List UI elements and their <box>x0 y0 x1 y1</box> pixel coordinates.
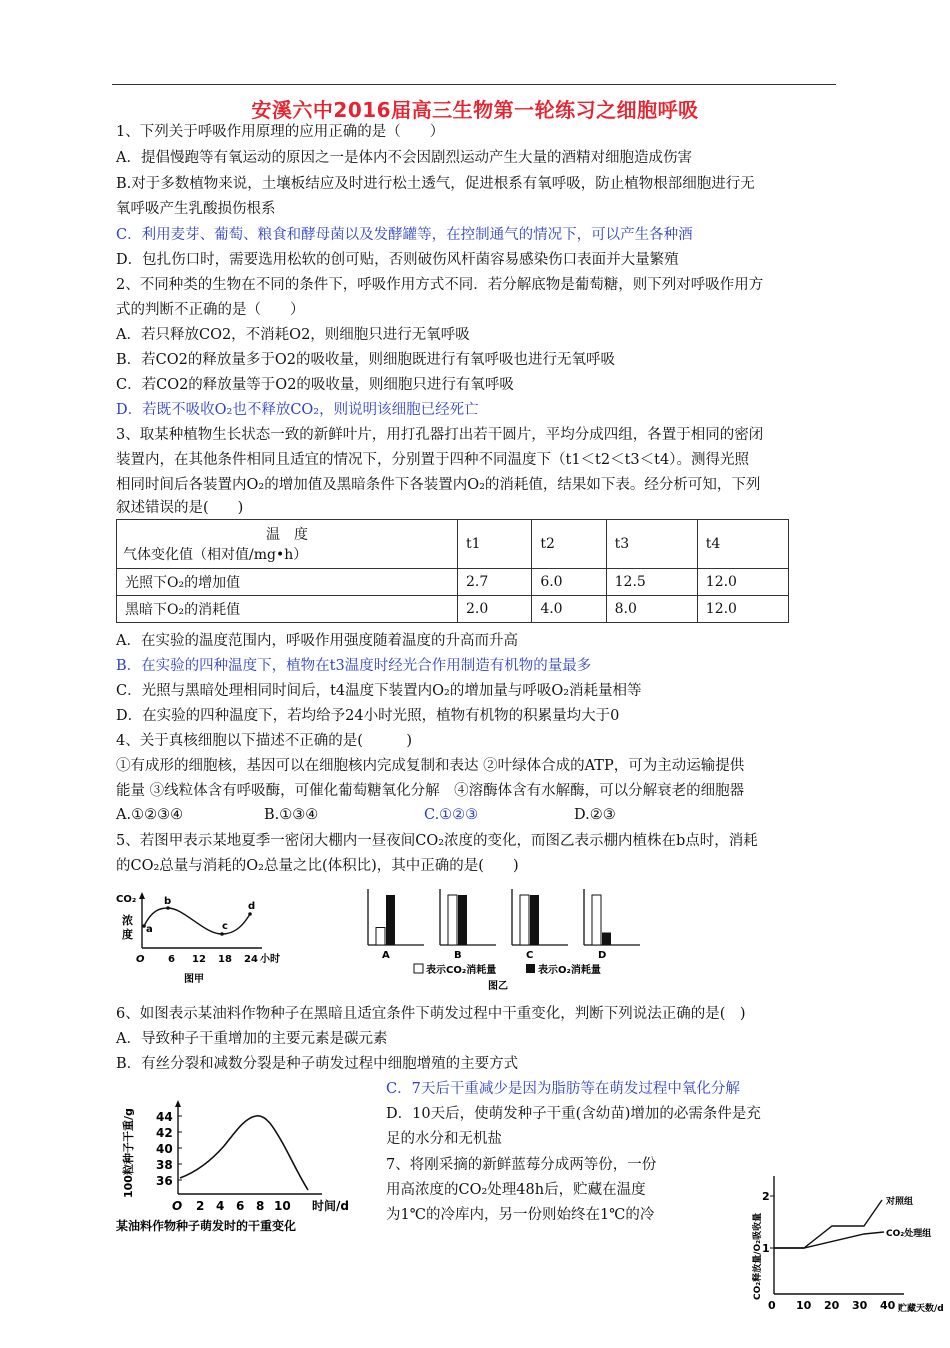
fig-yi-panel-label: B <box>454 950 462 961</box>
q4-option-b: B.①③④ <box>264 807 319 823</box>
fig-jia-label-a: a <box>146 924 153 935</box>
header-rule <box>112 84 836 85</box>
q6-chart-ylabel: 100粒种子干重/g <box>122 1108 135 1198</box>
table-col-header: t2 <box>532 520 606 569</box>
q3-stem-line3: 相同时间后各装置内O₂的增加值及黑暗条件下各装置内O₂的消耗值，结果如下表。经分析可知，下列 <box>116 477 761 493</box>
fig-yi-bar-o2 <box>386 895 395 945</box>
q4-option-c: C.①②③ <box>424 807 479 823</box>
table-corner-header <box>117 520 458 569</box>
table-row-label: 黑暗下O₂的消耗值 <box>117 596 458 623</box>
q3-option-a: A．在实验的温度范围内，呼吸作用强度随着温度的升高而升高 <box>116 633 518 649</box>
page-title: 安溪六中2016届高三生物第一轮练习之细胞呼吸 <box>251 98 699 122</box>
q7-chart-xtick: 10 <box>796 1299 812 1312</box>
table-cell: 8.0 <box>606 596 697 623</box>
fig-jia-point-d <box>248 912 252 916</box>
q3-option-d: D．在实验的四种温度下，若均给予24小时光照，植物有机物的积累量均大于0 <box>116 708 620 724</box>
q3-stem-line1: 3、取某种植物生长状态一致的新鲜叶片，用打孔器打出若干圆片，平均分成四组，各置于相同的密闭 <box>116 427 764 443</box>
fig-jia-y-arrow <box>139 892 145 899</box>
q7-chart-xtick: 40 <box>880 1299 896 1312</box>
q6-chart-xtick: 10 <box>274 1199 291 1213</box>
q1-option-b-line1: B.对于多数植物来说，土壤板结应及时进行松土透气，促进根系有氧呼吸，防止植物根部细胞进行无 <box>116 176 755 192</box>
table-header-gas-change: 气体变化值（相对值/mg•h） <box>123 547 308 563</box>
fig-jia-tick: 24 <box>244 954 258 965</box>
table-cell: 12.0 <box>697 569 788 596</box>
q2-option-b: B．若CO2的释放量多于O2的吸收量，则细胞既进行有氧呼吸也进行无氧呼吸 <box>116 352 615 368</box>
fig-yi-bar-co2 <box>376 928 385 946</box>
q3-option-c: C．光照与黑暗处理相同时间后，t4温度下装置内O₂的增加量与呼吸O₂消耗量相等 <box>116 683 642 699</box>
q5-stem-line1: 5、若图甲表示某地夏季一密闭大棚内一昼夜间CO₂浓度的变化，而图乙表示棚内植株在b点时，消耗 <box>116 833 758 849</box>
q3-stem-line4: 叙述错误的是( ) <box>116 500 244 516</box>
fig-jia-tick: 6 <box>168 954 175 965</box>
table-cell: 12.5 <box>606 569 697 596</box>
q1-option-d: D．包扎伤口时，需要选用松软的创可贴，否则破伤风杆菌容易感染伤口表面并大量繁殖 <box>116 252 679 268</box>
table-header-row <box>117 520 789 569</box>
table-row <box>117 569 789 596</box>
q2-stem-line1: 2、不同种类的生物在不同的条件下，呼吸作用方式不同．若分解底物是葡萄糖，则下列对呼吸作用方 <box>116 277 764 293</box>
fig-jia-curve <box>144 908 250 934</box>
q4-stem: 4、关于真核细胞以下描述不正确的是( ) <box>116 733 413 749</box>
fig-yi-caption: 图乙 <box>488 981 508 992</box>
fig-jia-tick: 12 <box>192 954 206 965</box>
q2-stem-line2: 式的判断不正确的是（ ） <box>116 302 305 318</box>
figure-jia <box>112 888 302 998</box>
table-cell: 2.7 <box>458 569 532 596</box>
fig-yi-legend-black: 表示O₂消耗量 <box>538 965 601 976</box>
q6-chart-ytick: 44 <box>156 1110 173 1124</box>
q7-stem-line2: 用高浓度的CO₂处理48h后，贮藏在温度 <box>386 1182 646 1198</box>
q2-option-a: A．若只释放CO2，不消耗O2，则细胞只进行无氧呼吸 <box>116 327 470 343</box>
fig-yi-panel-label: C <box>526 950 534 961</box>
q2-option-c: C．若CO2的释放量等于O2的吸收量，则细胞只进行有氧呼吸 <box>116 377 514 393</box>
fig-jia-ylabel-char1: 浓 <box>122 914 133 927</box>
fig-jia-label-c: c <box>222 921 228 932</box>
fig-yi-bar-co2 <box>448 895 457 945</box>
q3-option-b: B．在实验的四种温度下，植物在t3温度时经光合作用制造有机物的量最多 <box>116 658 592 674</box>
q4-option-d: D.②③ <box>574 807 616 823</box>
q6-option-b: B．有丝分裂和减数分裂是种子萌发过程中细胞增殖的主要方式 <box>116 1056 519 1072</box>
q6-chart-ytick: 42 <box>156 1126 173 1140</box>
q6-stem: 6、如图表示某油料作物种子在黑暗且适宜条件下萌发过程中干重变化，判断下列说法正确的是( ) <box>116 1006 746 1022</box>
fig-jia-label-b: b <box>164 896 172 907</box>
q7-chart-legend-treat: CO₂处理组 <box>886 1229 932 1239</box>
q7-chart-ytick: 2 <box>762 1190 770 1203</box>
fig-jia-ylabel-char2: 度 <box>122 928 133 941</box>
q6-chart-xtick: 8 <box>256 1199 265 1213</box>
fig-yi-bar-o2 <box>458 895 467 945</box>
q6-chart-curve <box>180 1116 308 1190</box>
fig-jia-tick: 18 <box>218 954 232 965</box>
table-col-header: t3 <box>606 520 697 569</box>
q7-chart-xtick: 30 <box>852 1299 868 1312</box>
q6-chart-xtick: 4 <box>216 1199 225 1213</box>
fig-jia-label-d: d <box>248 901 256 912</box>
q1-option-b-line2: 氧呼吸产生乳酸损伤根系 <box>116 201 276 217</box>
fig-yi-legend-white-swatch <box>414 964 423 973</box>
q7-stem-line1: 7、将刚采摘的新鲜蓝莓分成两等份，一份 <box>386 1157 657 1173</box>
q7-chart-control-line <box>774 1200 882 1248</box>
q1-option-c: C．利用麦芽、葡萄、粮食和酵母菌以及发酵罐等，在控制通气的情况下，可以产生各种酒 <box>116 227 693 243</box>
q4-statement-line1: ①有成形的细胞核，基因可以在细胞核内完成复制和表达 ②叶绿体合成的ATP，可为主动运输提供 <box>116 758 745 774</box>
q4-option-a: A.①②③④ <box>116 807 184 823</box>
fig-jia-tick-origin: O <box>136 954 145 965</box>
q7-chart-legend-control: 对照组 <box>886 1197 914 1207</box>
q2-option-d: D．若既不吸收O₂也不释放CO₂，则说明该细胞已经死亡 <box>116 402 479 418</box>
q7-chart-xtick: 20 <box>824 1299 840 1312</box>
q5-stem-line2: 的CO₂总量与消耗的O₂总量之比(体积比)，其中正确的是( ) <box>116 858 519 874</box>
q6-chart-caption: 某油料作物种子萌发时的干重变化 <box>116 1219 297 1233</box>
q7-chart-ytick: 1 <box>762 1242 770 1255</box>
q6-option-d-line1: D．10天后，使萌发种子干重(含幼苗)增加的必需条件是充 <box>386 1106 761 1122</box>
q6-chart-xtick: 2 <box>196 1199 205 1213</box>
fig-yi-legend-black-swatch <box>526 964 535 973</box>
table-col-header: t1 <box>458 520 532 569</box>
figure-blueberry <box>744 1170 950 1344</box>
table-cell: 2.0 <box>458 596 532 623</box>
table-col-header: t4 <box>697 520 788 569</box>
q6-option-a: A．导致种子干重增加的主要元素是碳元素 <box>116 1031 388 1047</box>
q1-option-a: A．提倡慢跑等有氧运动的原因之一是体内不会因剧烈运动产生大量的酒精对细胞造成伤害 <box>116 150 692 166</box>
fig-yi-panel-label: D <box>598 950 607 961</box>
q6-option-c: C．7天后干重减少是因为脂肪等在萌发过程中氧化分解 <box>386 1081 740 1097</box>
q7-chart-treat-line <box>774 1232 884 1248</box>
fig-yi-bar-o2 <box>602 933 611 946</box>
table-cell: 6.0 <box>532 569 606 596</box>
q3-data-table <box>116 519 789 623</box>
q3-stem-line2: 装置内，在其他条件相同且适宜的情况下，分别置于四种不同温度下（t1＜t2＜t3＜t4）。测得光照 <box>116 452 749 468</box>
table-row-label: 光照下O₂的增加值 <box>117 569 458 596</box>
q6-chart-ytick: 40 <box>156 1142 173 1156</box>
figure-dry-weight <box>112 1098 397 1238</box>
fig-yi-bar-co2 <box>520 895 529 945</box>
figure-yi <box>362 885 662 995</box>
q7-chart-ylabel: CO₂释放量/O₂吸收量 <box>753 1212 763 1300</box>
table-header-temperature: 温 度 <box>266 527 308 543</box>
q7-chart-xtick: 0 <box>768 1299 776 1312</box>
q6-option-d-line2: 足的水分和无机盐 <box>386 1131 502 1147</box>
table-cell: 12.0 <box>697 596 788 623</box>
q6-chart-xtick: 6 <box>236 1199 245 1213</box>
table-cell: 4.0 <box>532 596 606 623</box>
fig-jia-point-c <box>220 932 224 936</box>
q1-stem: 1、下列关于呼吸作用原理的应用正确的是（ ） <box>116 124 445 140</box>
table-row <box>117 596 789 623</box>
fig-yi-legend-white: 表示CO₂消耗量 <box>426 965 497 976</box>
fig-jia-caption: 图甲 <box>184 974 204 985</box>
q6-chart-xlabel: 时间/d <box>312 1199 349 1213</box>
q6-chart-ytick: 36 <box>156 1174 173 1188</box>
fig-yi-bar-co2 <box>592 895 601 945</box>
q6-chart-xtick-origin: O <box>172 1199 183 1213</box>
q6-chart-ytick: 38 <box>156 1158 173 1172</box>
fig-jia-ylabel-co2: CO₂ <box>116 894 137 905</box>
q7-stem-line3: 为1℃的冷库内，另一份则始终在1℃的冷 <box>386 1207 655 1223</box>
fig-yi-bar-o2 <box>530 895 539 945</box>
q7-chart-xlabel: 贮藏天数/d <box>898 1304 944 1314</box>
q4-statement-line2: 能量 ③线粒体含有呼吸酶，可催化葡萄糖氧化分解 ④溶酶体含有水解酶，可以分解衰老的细胞器 <box>116 783 745 799</box>
fig-jia-x-unit: 小时 <box>260 954 280 965</box>
q6-chart-y-arrow <box>175 1100 181 1107</box>
fig-yi-panel-label: A <box>382 950 390 961</box>
